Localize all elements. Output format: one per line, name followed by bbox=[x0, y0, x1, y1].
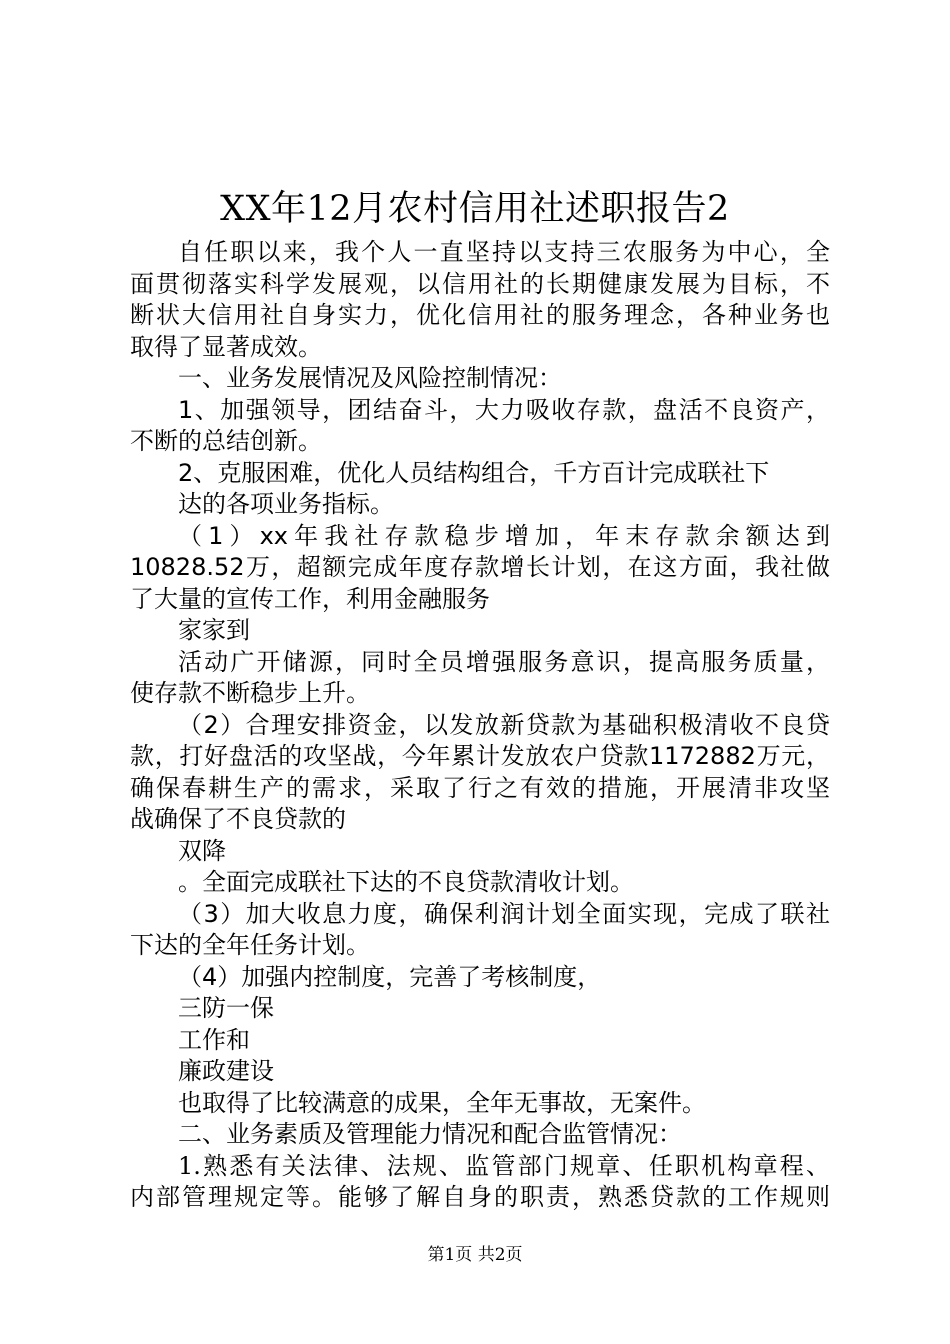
text-line: 取得了显著成效。 bbox=[130, 332, 322, 361]
text-line: （1）xx年我社存款稳步增加，年末存款余额达到 bbox=[178, 521, 830, 550]
text-line: 战确保了不良贷款的 bbox=[130, 805, 346, 833]
text-line: 下达的全年任务计划。 bbox=[130, 931, 370, 959]
section-heading: 二、业务素质及管理能力情况和配合监管情况： bbox=[178, 1120, 682, 1148]
text-line: 双降 bbox=[178, 836, 226, 865]
text-line: 活动广开储源，同时全员增强服务意识，提高服务质量， bbox=[178, 647, 830, 676]
text-line: 1.熟悉有关法律、法规、监管部门规章、任职机构章程、 bbox=[178, 1151, 830, 1180]
text-line: 款，打好盘活的攻坚战，今年累计发放农户贷款1172882万元， bbox=[130, 742, 830, 770]
text-line: 达的各项业务指标。 bbox=[178, 490, 394, 518]
text-line: 自任职以来，我个人一直坚持以支持三农服务为中心，全 bbox=[178, 238, 830, 266]
text-line: 廉政建设 bbox=[178, 1057, 274, 1085]
text-line: 使存款不断稳步上升。 bbox=[130, 679, 370, 707]
text-line: （4）加强内控制度，完善了考核制度， bbox=[178, 962, 602, 991]
text-line: 断状大信用社自身实力，优化信用社的服务理念，各种业务也 bbox=[130, 301, 830, 329]
text-line: 也取得了比较满意的成果，全年无事故，无案件。 bbox=[178, 1088, 706, 1117]
text-line: 面贯彻落实科学发展观，以信用社的长期健康发展为目标，不 bbox=[130, 269, 830, 298]
text-line: 。全面完成联社下达的不良贷款清收计划。 bbox=[178, 868, 634, 896]
text-line: （2）合理安排资金，以发放新贷款为基础积极清收不良贷 bbox=[178, 710, 830, 739]
text-line: 内部管理规定等。能够了解自身的职责，熟悉贷款的工作规则 bbox=[130, 1183, 830, 1211]
text-line: （3）加大收息力度，确保利润计划全面实现，完成了联社 bbox=[178, 899, 830, 928]
document-title: XX年12月农村信用社述职报告2 bbox=[220, 189, 730, 229]
page-footer: 第1页 共2页 bbox=[427, 1245, 523, 1265]
text-line: 10828.52万，超额完成年度存款增长计划，在这方面，我社做 bbox=[130, 553, 830, 581]
text-line: 确保春耕生产的需求，采取了行之有效的措施，开展清非攻坚 bbox=[130, 773, 830, 802]
section-heading: 一、业务发展情况及风险控制情况： bbox=[178, 364, 562, 392]
text-line: 不断的总结创新。 bbox=[130, 427, 322, 455]
text-line: 三防一保 bbox=[178, 994, 274, 1022]
text-line: 工作和 bbox=[178, 1025, 250, 1054]
text-line: 家家到 bbox=[178, 616, 250, 644]
document-body bbox=[130, 237, 830, 1214]
text-line: 了大量的宣传工作，利用金融服务 bbox=[130, 584, 490, 613]
text-line: 1、加强领导，团结奋斗，大力吸收存款，盘活不良资产， bbox=[178, 395, 830, 424]
text-line: 2、克服困难，优化人员结构组合，千方百计完成联社下 bbox=[178, 458, 770, 487]
